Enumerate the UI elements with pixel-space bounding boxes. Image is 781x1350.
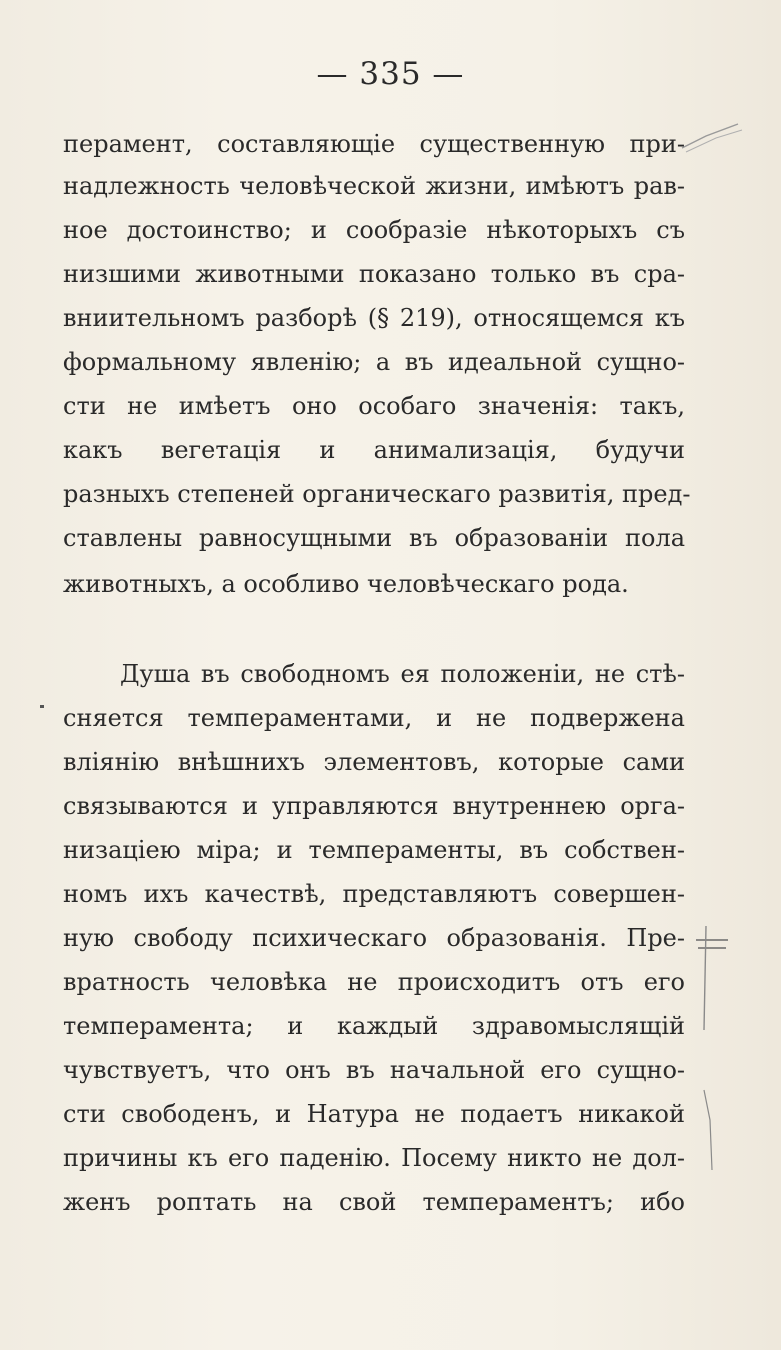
margin-dot [40, 705, 44, 708]
text-line: вратность человѣка не происходитъ отъ его [63, 968, 685, 996]
text-line: надлежность человѣческой жизни, имѣютъ рав- [63, 172, 685, 200]
text-line: связываются и управляются внутреннею орга- [63, 792, 685, 820]
page-number: — 335 — [316, 56, 465, 92]
text-line: низаціею міра; и темпераменты, въ собствен- [63, 836, 685, 864]
text-line: животныхъ, а особливо человѣческаго рода. [63, 570, 629, 598]
text-line: чувствуетъ, что онъ въ начальной его сущно- [63, 1056, 685, 1084]
text-line: сняется темпераментами, и не подвержена [63, 704, 685, 732]
text-line: разныхъ степеней органическаго развитія, пред- [63, 480, 691, 508]
pencil-mark-icon [676, 118, 746, 158]
text-line: низшими животными показано только въ сра- [63, 260, 685, 288]
text-line: вниительномъ разборѣ (§ 219), относящемся къ [63, 304, 685, 332]
text-line: формальному явленію; а въ идеальной сущно- [63, 348, 685, 376]
text-line: ное достоинство; и сообразіе нѣкоторыхъ съ [63, 216, 685, 244]
text-line: сти не имѣетъ оно особаго значенія: такъ, [63, 392, 685, 420]
text-line: ставлены равносущными въ образованіи пола [63, 524, 685, 552]
margin-bracket-icon [688, 920, 738, 1180]
text-line: сти свободенъ, и Натура не подаетъ никакой [63, 1100, 685, 1128]
text-line: номъ ихъ качествѣ, представляютъ совершен- [63, 880, 685, 908]
text-line: какъ вегетація и анимализація, будучи [63, 436, 685, 464]
text-line: женъ роптать на свой темпераментъ; ибо [63, 1188, 685, 1216]
text-line: вліянію внѣшнихъ элементовъ, которые сами [63, 748, 685, 776]
text-line: причины къ его паденію. Посему никто не дол- [63, 1144, 685, 1172]
text-line: перамент, составляющіе существенную при- [63, 130, 685, 158]
text-line: Душа въ свободномъ ея положеніи, не стѣ- [120, 660, 685, 688]
text-line: темперамента; и каждый здравомыслящій [63, 1012, 685, 1040]
text-line: ную свободу психическаго образованія. Пре- [63, 924, 685, 952]
